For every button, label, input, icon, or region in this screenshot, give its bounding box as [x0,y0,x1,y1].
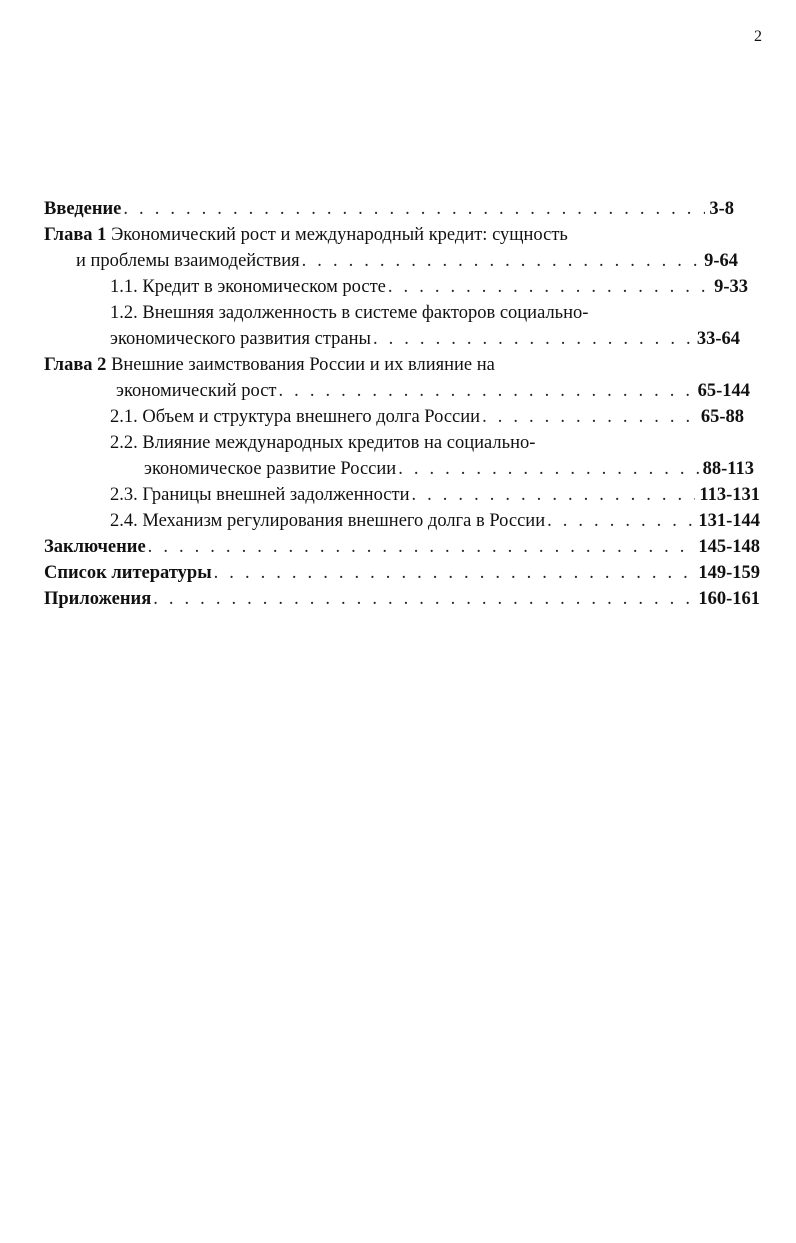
references-page: 149-159 [698,563,760,583]
section-2-2-page: 88-113 [702,459,754,479]
conclusion-page: 145-148 [698,537,760,557]
section-2-1-label: 2.1. Объем и структура внешнего долга России [110,407,481,427]
section-2-3-label: 2.3. Границы внешней задолженности [110,485,410,505]
leader-dots [388,274,710,300]
leader-dots [302,248,700,274]
leader-dots [279,378,694,404]
leader-dots [411,482,695,508]
chapter2-title-line1: Внешние заимствования России и их влияние на [106,355,495,375]
chapter1-page: 9-64 [704,251,738,271]
section-2-4-label: 2.4. Механизм регулирования внешнего долга в России [110,511,546,531]
leader-dots [482,404,697,430]
references-label: Список литературы [44,563,212,583]
section-1-1-label: 1.1. Кредит в экономическом росте [110,277,386,297]
leader-dots [148,534,695,560]
toc-entry-intro[interactable] [44,196,734,222]
toc-entry-section-2-2[interactable] [144,456,754,482]
toc-entry-chapter1[interactable] [76,248,738,274]
toc-entry-section-1-2[interactable] [110,326,740,352]
section-2-2-label-line1: 2.2. Влияние международных кредитов на социально- [110,433,536,453]
section-1-2-page: 33-64 [696,329,740,349]
leader-dots [123,196,705,222]
leader-dots [398,456,698,482]
section-1-2-label-line1: 1.2. Внешняя задолженность в системе факторов социально- [110,303,589,323]
toc-entry-section-2-4[interactable] [110,508,760,534]
toc-entry-section-1-1[interactable] [110,274,748,300]
toc-chapter2-heading[interactable] [44,352,495,378]
section-1-2-label-line2: экономического развития страны [110,329,371,349]
leader-dots [547,508,694,534]
chapter1-title-line1: Экономический рост и международный кредит: сущность [106,225,568,245]
chapter2-page: 65-144 [697,381,750,401]
toc-intro-label: Введение [44,199,122,219]
toc-intro-page: 3-8 [709,199,734,219]
section-2-3-page: 113-131 [699,485,760,505]
chapter2-title-line2: экономический рост [116,381,277,401]
toc-entry-references[interactable] [44,560,760,586]
section-2-4-page: 131-144 [698,511,760,531]
chapter1-prefix: Глава 1 [44,225,107,245]
section-1-1-page: 9-33 [714,277,748,297]
toc-chapter1-heading[interactable] [44,222,568,248]
appendices-label: Приложения [44,589,152,609]
toc-entry-conclusion[interactable] [44,534,760,560]
leader-dots [214,560,695,586]
section-2-2-label-line2: экономическое развитие России [144,459,397,479]
leader-dots [153,586,694,612]
toc-entry-section-2-3[interactable] [110,482,760,508]
toc-entry-chapter2[interactable] [116,378,750,404]
chapter1-title-line2: и проблемы взаимодействия [76,251,300,271]
page-number: 2 [754,28,762,45]
toc-entry-section-2-1[interactable] [110,404,744,430]
appendices-page: 160-161 [698,589,760,609]
toc-section-1-2-line1[interactable] [110,300,588,326]
toc-section-2-2-line1[interactable] [110,430,535,456]
toc-entry-appendices[interactable] [44,586,760,612]
chapter2-prefix: Глава 2 [44,355,107,375]
leader-dots [373,326,693,352]
section-2-1-page: 65-88 [700,407,744,427]
conclusion-label: Заключение [44,537,146,557]
